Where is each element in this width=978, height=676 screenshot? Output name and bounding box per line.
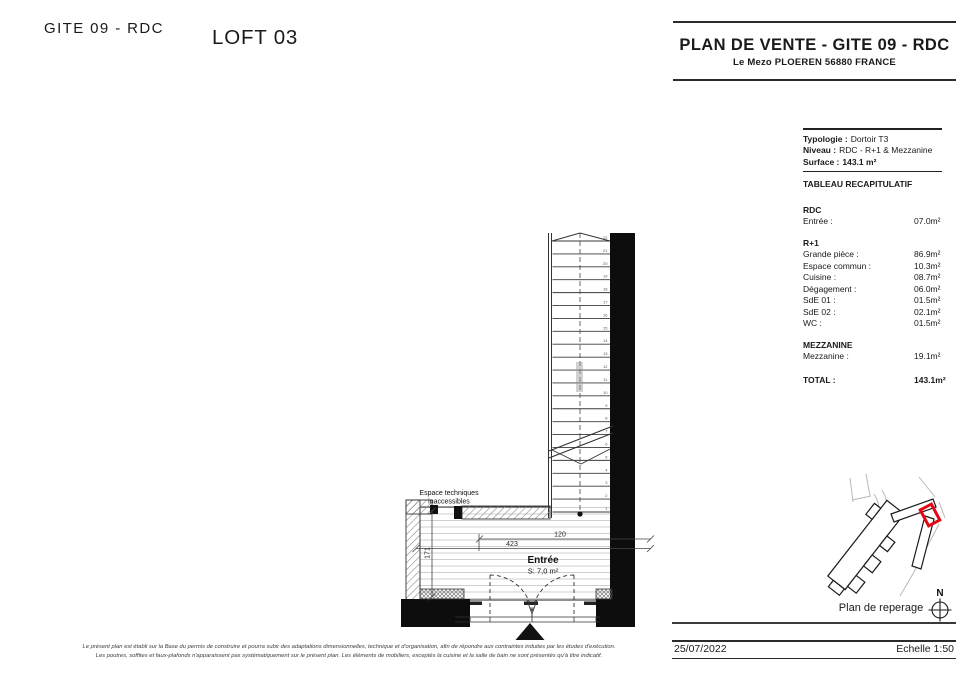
- recap-section-rdc: [803, 205, 942, 228]
- stair-step-number: 22: [603, 234, 608, 240]
- stair-step-number: 1: [605, 506, 608, 511]
- stair-step-number: 9: [605, 402, 608, 408]
- title-rule-top: [673, 21, 956, 23]
- section-title: MEZZANINE: [803, 339, 853, 350]
- typology-label: Typologie :: [803, 133, 848, 144]
- legal-line-2: Les poutres, soffites et faux-plafonds n'apparaissent pas systématiquement sur le présent plan. Les éléments de mobiliers, exceptés la cuisine et la salle de bain ne sont présentés qu'à titre indicatif.: [95, 652, 603, 659]
- section-title: R+1: [803, 237, 819, 248]
- stair-step-number: 11: [603, 376, 608, 382]
- stair-start-dot: [577, 511, 582, 516]
- bottom-left-wall: [401, 599, 470, 627]
- entry-arrow: [516, 623, 545, 640]
- summary-rule: [803, 171, 942, 172]
- stair-step-number: 17: [603, 299, 608, 305]
- recap-row: Dégagement : 06.0m²: [803, 283, 941, 294]
- map-caption: Plan de reperage: [838, 602, 924, 614]
- stair-step-number: 12: [603, 364, 608, 370]
- technical-space-label-line2: inaccessibles: [428, 498, 470, 506]
- unit-label: LOFT 03: [212, 26, 299, 49]
- insulation-strip: [420, 589, 464, 599]
- north-label: N: [936, 588, 944, 599]
- summary-rule: [803, 128, 942, 130]
- recap-table-title: TABLEAU RECAPITULATIF: [803, 179, 913, 189]
- legal-line-1: Le présent plan est établi sur la Base du permis de construire et pourra subir des adaptations dimensionnelles, technique et d'organisation, afin de répondre aux contraintes induites par les études d'exécution.: [82, 644, 616, 650]
- wall-cap: [454, 506, 462, 519]
- stair-step-number: 21: [603, 247, 608, 253]
- dim-room-width: 423: [506, 541, 518, 548]
- plan-title: PLAN DE VENTE - GITE 09 - RDC: [679, 36, 950, 54]
- stair-step-number: 15: [603, 325, 608, 331]
- stair-annotation: [576, 362, 583, 392]
- recap-section-r1: [803, 238, 942, 330]
- recap-row: Entrée : 07.0m²: [803, 216, 941, 226]
- stair-step-number: 5: [605, 454, 608, 460]
- stair-break-line: [549, 426, 613, 464]
- plan-date: 25/07/2022: [674, 643, 727, 655]
- recap-row: SdE 01 : 01.5m²: [803, 295, 941, 305]
- stair-step-number: 4: [605, 467, 608, 473]
- level-label: Niveau :: [803, 145, 837, 155]
- technical-space-label-line1: Espace techniques: [419, 490, 479, 497]
- stair-step-number: 13: [603, 351, 608, 357]
- level-value: RDC - R+1 & Mezzanine: [839, 145, 933, 155]
- stair-step-number: 20: [603, 260, 608, 266]
- stair-step-number: 14: [603, 338, 608, 344]
- stair-step-number: 6: [605, 441, 608, 447]
- section-title: RDC: [803, 204, 822, 215]
- recap-section-mezzanine: [803, 340, 942, 363]
- entry-floor: [420, 507, 610, 600]
- surface-row: [803, 157, 942, 169]
- room-name-label: Entrée: [527, 555, 559, 566]
- top-wall: [462, 506, 550, 519]
- typology-value: Dortoir T3: [850, 133, 889, 144]
- surface-label: Surface :: [803, 156, 840, 167]
- summary-panel: [803, 128, 946, 386]
- recap-row: WC : 01.5m²: [803, 318, 941, 328]
- level-row: [803, 145, 942, 157]
- bottom-right-wall: [596, 599, 635, 627]
- recap-row: Espace commun : 10.3m²: [803, 260, 941, 271]
- dim-stair-width: 120: [554, 531, 566, 539]
- footer-rule-top: [672, 640, 956, 642]
- recap-row: SdE 02 : 02.1m²: [803, 306, 941, 317]
- recap-row: Mezzanine : 19.1m²: [803, 351, 941, 361]
- stair-step-number: 2: [605, 493, 608, 499]
- plan-scale: Echelle 1:50: [896, 643, 954, 655]
- stair-step-number: 3: [605, 480, 608, 486]
- stair-right-wall: [610, 233, 635, 627]
- sheet-label: GITE 09 - RDC: [44, 20, 164, 37]
- insulation-strip: [596, 589, 612, 599]
- surface-value: 143.1 m²: [842, 156, 877, 167]
- plan-address: Le Mezo PLOEREN 56880 FRANCE: [733, 57, 896, 68]
- recap-row: Grande pièce : 86.9m²: [803, 249, 941, 259]
- recap-row: Cuisine : 08.7m²: [803, 272, 941, 282]
- dim-room-depth: 171: [424, 547, 432, 559]
- stair-step-number: 18: [603, 286, 608, 292]
- title-rule-bottom: [673, 79, 956, 81]
- footer-rule-bottom: [672, 658, 956, 659]
- stair-step-number: 10: [603, 389, 608, 395]
- legal-text: [40, 643, 658, 660]
- stair-step-number: 19: [603, 273, 608, 279]
- typology-row: [803, 134, 942, 146]
- stair-top-winder: [552, 233, 610, 241]
- map-rule: [672, 622, 956, 624]
- stair-step-number: 8: [605, 415, 608, 421]
- stair-step-number: 7: [605, 428, 608, 434]
- recap-total-row: TOTAL : 143.1m²: [803, 374, 946, 385]
- stair-step-number: 16: [603, 312, 608, 318]
- room-area-label: S: 7,0 m²: [527, 566, 559, 576]
